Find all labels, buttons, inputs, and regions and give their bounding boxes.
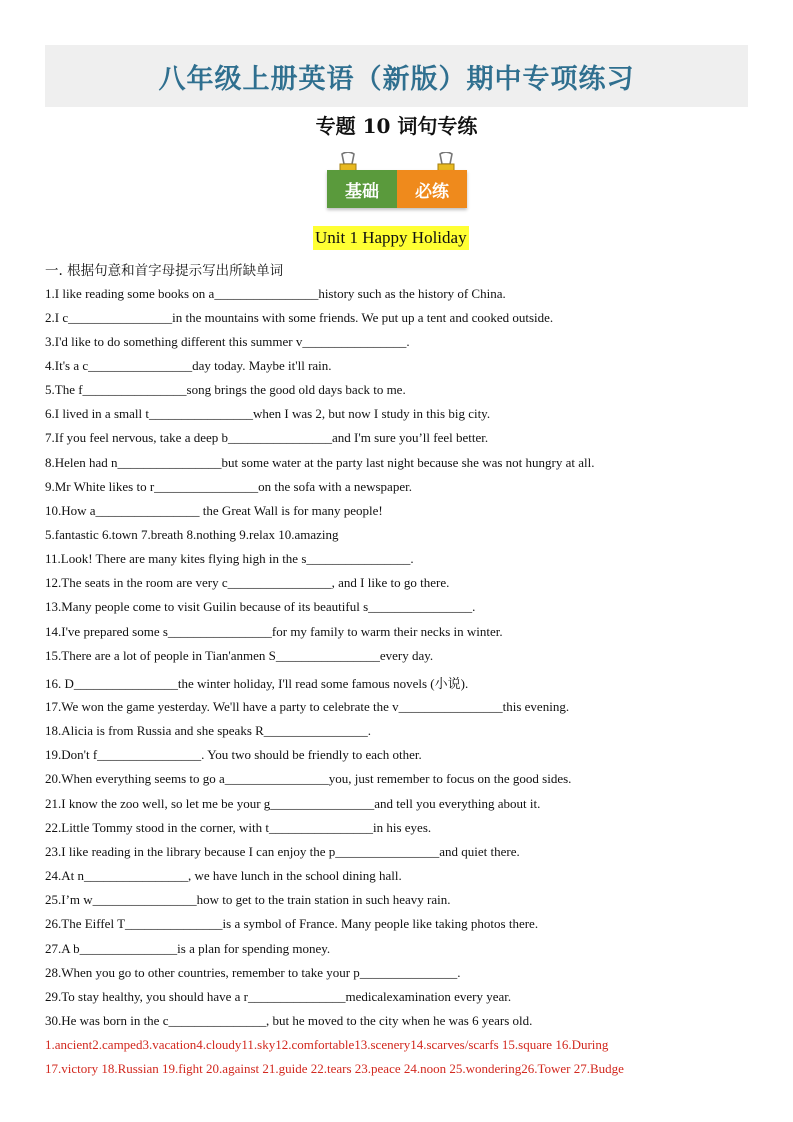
question-line: 8.Helen had n________________but some water at the party last night because she was not hungry at all. — [45, 455, 595, 470]
question-line: 4.It's a c________________day today. Maybe it'll rain. — [45, 358, 332, 373]
page-title: 八年级上册英语（新版）期中专项练习 — [158, 63, 635, 95]
question-line: 13.Many people come to visit Guilin because of its beautiful s________________. — [45, 599, 476, 614]
question-line: 26.The Eiffel T_______________is a symbol of France. Many people like taking photos there. — [45, 916, 539, 931]
question-line: 17.We won the game yesterday. We'll have a party to celebrate the v________________this evening. — [45, 699, 570, 714]
question-line: 29.To stay healthy, you should have a r_______________medicalexamination every year. — [45, 989, 512, 1004]
question-line: 24.At n________________, we have lunch in the school dining hall. — [45, 868, 402, 883]
question-line: 18.Alicia is from Russia and she speaks R________________. — [45, 723, 372, 738]
question-line: 2.I c________________in the mountains with some friends. We put up a tent and cooked outside. — [45, 310, 554, 325]
question-line: 1.I like reading some books on a________________history such as the history of China. — [45, 286, 506, 301]
badge-left-label: 基础 — [327, 170, 397, 208]
answer-key-line: 5.fantastic 6.town 7.breath 8.nothing 9.relax 10.amazing — [45, 527, 339, 542]
question-line: 27.A b_______________is a plan for spending money. — [45, 941, 331, 956]
question-line: 19.Don't f________________. You two should be friendly to each other. — [45, 747, 422, 762]
question-line: 15.There are a lot of people in Tian'anmen S________________every day. — [45, 648, 434, 663]
badge-box — [327, 170, 467, 208]
answer-key-line: 1.ancient2.camped3.vacation4.cloudy11.sky12.comfortable13.scenery14.scarves/scarfs 15.square 16.During — [45, 1037, 609, 1052]
answer-key-line: 17.victory 18.Russian 19.fight 20.against 21.guide 22.tears 23.peace 24.noon 25.wondering26.Tower 27.Budge — [45, 1061, 624, 1076]
question-line: 21.I know the zoo well, so let me be your g________________and tell you everything about it. — [45, 796, 541, 811]
unit-title: Unit 1 Happy Holiday — [313, 226, 469, 250]
question-line: 9.Mr White likes to r________________on the sofa with a newspaper. — [45, 479, 412, 494]
question-line: 5.The f________________song brings the good old days back to me. — [45, 382, 406, 397]
question-line: 22.Little Tommy stood in the corner, with t________________in his eyes. — [45, 820, 432, 835]
question-line: 6.I lived in a small t________________when I was 2, but now I study in this big city. — [45, 406, 491, 421]
question-line: 7.If you feel nervous, take a deep b________________and I'm sure you’ll feel better. — [45, 430, 489, 445]
question-line: 23.I like reading in the library because I can enjoy the p________________and quiet there. — [45, 844, 520, 859]
question-line: 16. D________________the winter holiday, I'll read some famous novels (小说). — [45, 676, 469, 691]
question-line: 11.Look! There are many kites flying high in the s________________. — [45, 551, 414, 566]
question-line: 30.He was born in the c_______________, but he moved to the city when he was 6 years old. — [45, 1013, 533, 1028]
question-line: 25.I’m w________________how to get to the train station in such heavy rain. — [45, 892, 451, 907]
question-line: 10.How a________________ the Great Wall is for many people! — [45, 503, 383, 518]
question-line: 12.The seats in the room are very c________________, and I like to go there. — [45, 575, 450, 590]
question-line: 14.I've prepared some s________________for my family to warm their necks in winter. — [45, 624, 503, 639]
badge-right-label: 必练 — [397, 170, 467, 208]
badge — [327, 152, 467, 210]
question-line: 28.When you go to other countries, remember to take your p_______________. — [45, 965, 461, 980]
section-title: 一. 根据句意和首字母提示写出所缺单词 — [45, 263, 284, 279]
question-line: 3.I'd like to do something different this summer v________________. — [45, 334, 410, 349]
subtitle: 专题 10 词句专练 — [315, 114, 478, 138]
question-line: 20.When everything seems to go a________________you, just remember to focus on the good sides. — [45, 771, 572, 786]
title-banner — [45, 45, 748, 107]
